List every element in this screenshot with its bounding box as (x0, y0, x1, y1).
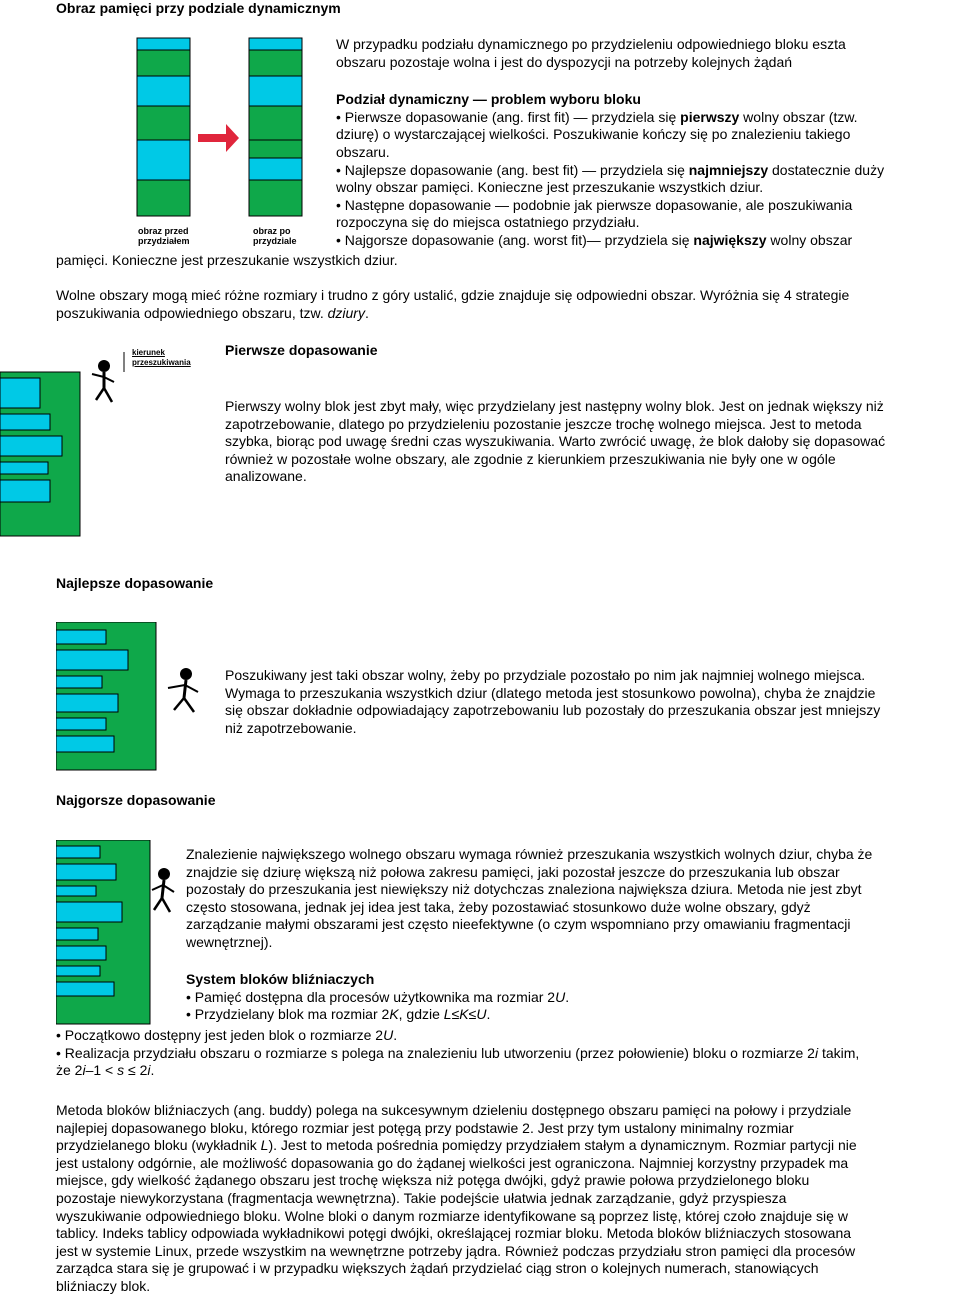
buddy-bullets: • Początkowo dostępny jest jeden blok o rozmiarze 2U. • Realizacja przydziału obszaru o rozmiarze s polega na znalezieniu lub utworzeniu (przez połowienie) bloku o rozmiarze 2i takim, że 2i–1 < s ≤ 2i. (56, 1027, 860, 1079)
intro-heading: Podział dynamiczny — problem wyboru bloku (336, 91, 641, 108)
bullet-best-fit: • Najlepsze dopasowanie (ang. best fit) — przydziela się najmniejszy dostatecznie duży (336, 161, 885, 178)
stick-figure-icon (152, 868, 174, 912)
allocation-arrow (198, 124, 239, 152)
search-direction-legend: kierunek przeszukiwania (132, 348, 191, 367)
first-fit-text: Pierwszy wolny blok jest zbyt mały, więc przydzielany jest następny wolny blok. Jest on jednak większy niż zapotrzebowanie, dlatego po przydzieleniu pozostanie jeszcze trochę wolnego miejsca. Jest to metoda szybka, biorąc pod uwagę średni czas wyszukiwania. Warto zwrócić uwagę, że blok dałoby się dopasować również w pozostałe wolne obszary, ale zgodnie z kierunkiem przeszukiwania nie były one w ogóle analizowane. (225, 398, 886, 485)
bullet-first-fit: • Pierwsze dopasowanie (ang. first fit) — przydziela się pierwszy wolny obszar (tzw. (336, 108, 858, 125)
worst-fit-heading: Najgorsze dopasowanie (56, 792, 216, 808)
worst-fit-text: Znalezienie największego wolnego obszaru wymaga również przeszukania wszystkich wolnych dziur, chyba że znajdzie się dziurę większą niż połowa zakresu pamięci, jaki pozostał jeszcze do przeszukania lub obszar pozostały do przeszukania jest niewiększy niż dotychczas znaleziona największa dziura. Metoda nie jest zbyt często stosowana, jednak jej idea jest taka, żeby pozostawiać stosunkowo duże wolne obszary, gdyż zarządzanie małymi obszarami jest często nieefektywne (o czym wspomniano przy omawianiu fragmentacji wewnętrznej). (186, 846, 873, 950)
memory-before-column (137, 38, 190, 216)
bullet-next-fit: • Następne dopasowanie — podobnie jak pierwsze dopasowanie, ale poszukiwania (336, 196, 853, 213)
stick-figure-icon (168, 668, 198, 712)
bullet-worst-fit: • Najgorsze dopasowanie (ang. worst fit)— przydziela się największy wolny obszar (336, 231, 853, 248)
stick-figure-icon (92, 360, 114, 402)
intro-text: W przypadku podziału dynamicznego po przydzieleniu odpowiedniego bloku eszta obszaru pozostaje wolna i jest do dyspozycji na potrzeby kolejnych żądań Podział dynamiczny — problem wyboru bloku • Pierwsze dopasowanie (ang. first fit) — przydziela się pierwszy wolny obszar (tzw. dziurę) o wystarczającej wielkości. Poszukiwanie kończy się po znalezieniu takiego obszaru. • Najlepsze dopasowanie (ang. best fit) — przydziela się najmniejszy dostatecznie duży wolny obszar pamięci. Konieczne jest przeszukanie wszystkich dziur. • Następne dopasowanie — podobnie jak pierwsze dopasowanie, ale poszukiwania rozpoczyna się do miejsca ostatniego przydziału. • Najgorsze dopasowanie (ang. worst fit)— przydziela się największy wolny obszar (336, 36, 885, 248)
worst-fit-figure (56, 840, 178, 1026)
best-fit-text: Poszukiwany jest taki obszar wolny, żeby po przydziale pozostało po nim jak najmniej wolnego miejsca. Wymaga to przeszukania wszystkich dziur (dlatego metoda jest stosunkowo powolna), chyba że znajdzie się obszar dokładnie odpowiadający zapotrzebowaniu lub pozostały do przeszukania obszar jest mniejszy niż zapotrzebowanie. (225, 667, 881, 736)
buddy-intro: System bloków bliźniaczych • Pamięć dostępna dla procesów użytkownika ma rozmiar 2U. • Przydzielany blok ma rozmiar 2K, gdzie L≤K≤U. (186, 971, 570, 1023)
first-fit-figure (0, 344, 210, 540)
memory-after-column (249, 38, 302, 216)
best-fit-figure (56, 622, 216, 772)
page-title: Obraz pamięci przy podziale dynamicznym (56, 0, 341, 16)
buddy-heading: System bloków bliźniaczych (186, 971, 375, 987)
caption-after: obraz po przydziale (253, 226, 297, 246)
caption-before: obraz przed przydziałem (138, 226, 190, 246)
first-fit-heading: Pierwsze dopasowanie (225, 342, 378, 358)
buddy-paragraph: Metoda bloków bliźniaczych (ang. buddy) polega na sukcesywnym dzieleniu dostępnego obszaru pamięci na połowy i przydziale najlepiej dopasowanego bloku, którego rozmiar jest potęgą przy podstawie 2. Jest przy tym ustalony minimalny rozmiar przydzielanego bloku (wykładnik L). Jest to metoda pośrednia pomiędzy przydziałem stałym a dynamicznym. Rozmiar partycji nie jest ustalony odgórnie, ale możliwość dopasowania go do żądanej wielkości jest ograniczona. Najmniej korzystny przypadek ma miejsce, gdy wielkość żądanego obszaru jest trochę większa niż potęga dwójki, gdyż prawie połowa przydzielonego bloku pozostaje niewykorzystana (fragmentacja wewnętrzna). Takie podejście ułatwia jednak zarządzanie, gdyż przyspiesza wyszukiwanie odpowiedniego bloku. Wolne bloki o danym rozmiarze identyfikowane są poprzez listę, której czoło znajduje się w tablicy. Indeks tablicy odpowiada wykładnikowi potęgi dwójki, określającej rozmiar bloku. Metoda bloków bliźniaczych stosowana jest w systemie Linux, przede wszystkim na wewnętrzne potrzeby jądra. Również podczas przydziału stron pamięci dla procesów zarządca stara się je grupować i w przypadku większych żądań przydzielać ciąg stron o kolejnych numerach, stanowiących bliźniaczy blok. (56, 1102, 857, 1294)
strategies-paragraph: Wolne obszary mogą mieć różne rozmiary i trudno z góry ustalić, gdzie znajduje się odpowiedni obszar. Wyróżnia się 4 strategie poszukiwania odpowiedniego obszaru, tzw. dziury. (56, 287, 850, 321)
memory-before-after-figure (136, 36, 308, 252)
intro-last-line: pamięci. Konieczne jest przeszukanie wszystkich dziur. (56, 252, 398, 268)
best-fit-heading: Najlepsze dopasowanie (56, 575, 214, 591)
